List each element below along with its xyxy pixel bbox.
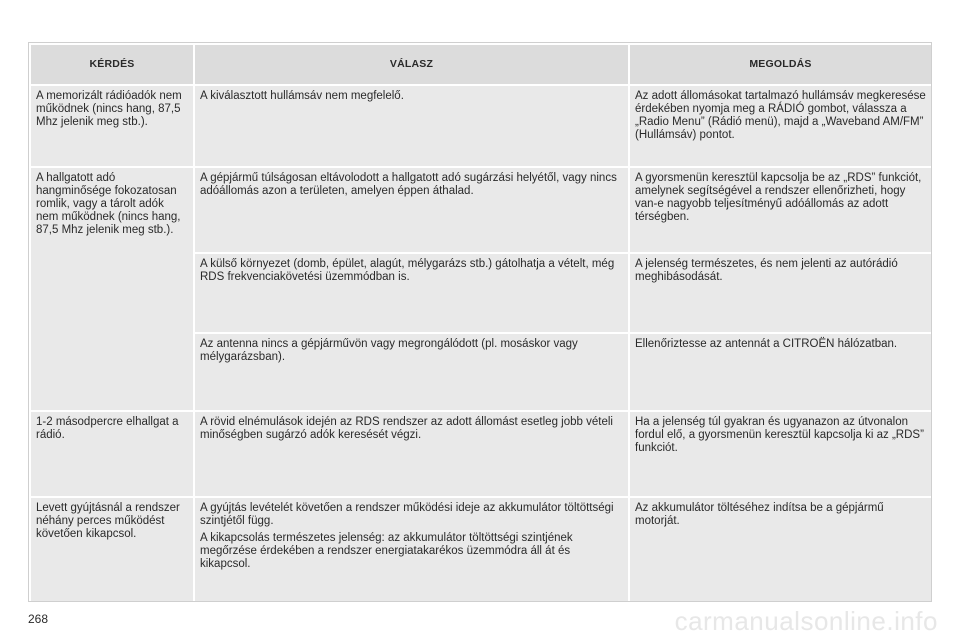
watermark-logo: carmanualsonline.info <box>674 606 938 636</box>
header-solution: MEGOLDÁS <box>630 45 931 84</box>
header-question: KÉRDÉS <box>31 45 193 84</box>
row4-answer: Az antenna nincs a gépjárművön vagy megrongálódott (pl. mosáskor vagy mélygarázsban). <box>195 334 628 410</box>
row6-question: Levett gyújtásnál a rendszer néhány perces működést követően kikapcsol. <box>31 498 193 601</box>
row3-solution: A jelenség természetes, és nem jelenti az autórádió meghibásodását. <box>630 254 931 332</box>
row6-answer-extra: A kikapcsolás természetes jelenség: az akkumulátor töltöttségi szintjének megőrzése érdekében a rendszer energiatakarékos üzemmódra áll át és kikapcsol. <box>200 532 573 570</box>
row1-answer: A kiválasztott hullámsáv nem megfelelő. <box>195 86 628 166</box>
row5-answer: A rövid elnémulások idején az RDS rendszer az adott állomást esetleg jobb vételi minőségben sugárzó adók keresését végzi. <box>195 412 628 496</box>
row1-solution: Az adott állomásokat tartalmazó hullámsáv megkeresése érdekében nyomja meg a RÁDIÓ gombot, válassza a „Radio Menu” (Rádió menü), majd a „Waveband AM/FM” (Hullámsáv) pontot. <box>630 86 931 166</box>
row1-question: A memorizált rádióadók nem működnek (nincs hang, 87,5 Mhz jelenik meg stb.). <box>31 86 193 166</box>
row6-solution: Az akkumulátor töltéséhez indítsa be a gépjármű motorját. <box>630 498 931 601</box>
row3-answer: A külső környezet (domb, épület, alagút, mélygarázs stb.) gátolhatja a vételt, még RDS frekvenciakövetési üzemmódban is. <box>195 254 628 332</box>
row2-solution: A gyorsmenün keresztül kapcsolja be az „RDS” funkciót, amelynek segítségével a rendszer ellenőrizheti, hogy van-e nagyobb teljesítményű adóállomás az adott térségben. <box>630 168 931 252</box>
troubleshooting-table <box>28 42 932 602</box>
page-number: 268 <box>28 612 49 626</box>
row4-solution: Ellenőriztesse az antennát a CITROËN hálózatban. <box>630 334 931 410</box>
row2-question: A hallgatott adó hangminősége fokozatosan romlik, vagy a tárolt adók nem működnek (nincs hang, 87,5 Mhz jelenik meg stb.). <box>31 168 193 410</box>
row2-answer: A gépjármű túlságosan eltávolodott a hallgatott adó sugárzási helyétől, vagy nincs adóállomás azon a területen, amelyen éppen áthalad. <box>195 168 628 252</box>
row6-answer-cell <box>195 498 628 601</box>
row5-solution: Ha a jelenség túl gyakran és ugyanazon az útvonalon fordul elő, a gyorsmenün keresztül kapcsolja ki az „RDS” funkciót. <box>630 412 931 496</box>
row5-question: 1-2 másodpercre elhallgat a rádió. <box>31 412 193 496</box>
header-answer: VÁLASZ <box>195 45 628 84</box>
row6-answer: A gyújtás levételét követően a rendszer működési ideje az akkumulátor töltöttségi szintjétől függ. <box>200 502 614 527</box>
